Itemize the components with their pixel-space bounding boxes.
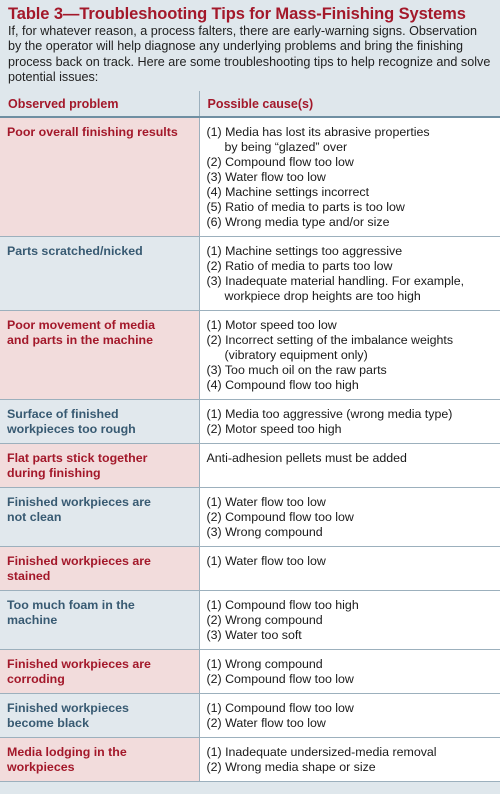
observed-problem-cell	[0, 311, 199, 400]
cause-line: (vibratory equipment only)	[224, 348, 368, 362]
problem-text: Finished workpieces are	[7, 495, 151, 509]
cause-line: (1) Media too aggressive (wrong media type)	[206, 407, 453, 421]
problem-text: Surface of finished	[7, 407, 119, 421]
observed-problem-cell	[0, 237, 199, 311]
cause-line: (3) Too much oil on the raw parts	[206, 363, 387, 377]
cause-line: (4) Machine settings incorrect	[206, 185, 370, 199]
table-row	[0, 591, 500, 650]
possible-causes-cell	[199, 117, 500, 237]
problem-text: Media lodging in the	[7, 745, 127, 759]
possible-causes-cell	[199, 444, 500, 488]
cause-line: (2) Incorrect setting of the imbalance weights	[206, 333, 454, 347]
problem-text: Flat parts stick together	[7, 451, 148, 465]
header-possible-causes: Possible cause(s)	[199, 91, 500, 117]
cause-line: (2) Water flow too low	[206, 716, 326, 730]
header-observed-problem: Observed problem	[0, 91, 199, 117]
table-row	[0, 488, 500, 547]
problem-text: workpieces too rough	[7, 422, 136, 436]
cause-line: (1) Water flow too low	[206, 495, 326, 509]
problem-text: Finished workpieces	[7, 701, 129, 715]
intro-paragraph: If, for whatever reason, a process falters, there are early-warning signs. Observation by the operator will help diagnose any underlying problems and bring the finishing process back on track. Here are some troubleshooting tips to help recognize and solve potential issues:	[8, 24, 491, 85]
observed-problem-cell	[0, 591, 199, 650]
problem-text: Parts scratched/nicked	[7, 244, 143, 258]
table-row	[0, 694, 500, 738]
troubleshooting-table	[0, 91, 500, 782]
cause-line: (2) Compound flow too low	[206, 155, 354, 169]
table-row	[0, 237, 500, 311]
possible-causes-cell	[199, 311, 500, 400]
possible-causes-cell	[199, 547, 500, 591]
cause-line: (3) Wrong compound	[206, 525, 323, 539]
cause-line: (1) Media has lost its abrasive properties	[206, 125, 430, 139]
possible-causes-cell	[199, 237, 500, 311]
cause-line: (1) Compound flow too high	[206, 598, 359, 612]
observed-problem-cell	[0, 694, 199, 738]
cause-line: workpiece drop heights are too high	[224, 289, 421, 303]
table-row	[0, 444, 500, 488]
cause-line: (2) Compound flow too low	[206, 672, 354, 686]
problem-text: workpieces	[7, 760, 75, 774]
problem-text: stained	[7, 569, 51, 583]
problem-text: not clean	[7, 510, 62, 524]
observed-problem-cell	[0, 650, 199, 694]
problem-text: Poor movement of media	[7, 318, 156, 332]
observed-problem-cell	[0, 738, 199, 782]
possible-causes-cell	[199, 738, 500, 782]
table-row	[0, 547, 500, 591]
table-row	[0, 650, 500, 694]
cause-line: (2) Compound flow too low	[206, 510, 354, 524]
cause-line: (2) Wrong media shape or size	[206, 760, 376, 774]
cause-line: (3) Inadequate material handling. For example,	[206, 274, 465, 288]
possible-causes-cell	[199, 694, 500, 738]
problem-text: and parts in the machine	[7, 333, 153, 347]
observed-problem-cell	[0, 547, 199, 591]
cause-line: (1) Motor speed too low	[206, 318, 337, 332]
cause-line: (2) Ratio of media to parts too low	[206, 259, 393, 273]
observed-problem-cell	[0, 444, 199, 488]
table-body	[0, 117, 500, 782]
table-row	[0, 400, 500, 444]
possible-causes-cell	[199, 591, 500, 650]
cause-line: (6) Wrong media type and/or size	[206, 215, 390, 229]
observed-problem-cell	[0, 117, 199, 237]
problem-text: Finished workpieces are	[7, 554, 151, 568]
possible-causes-cell	[199, 488, 500, 547]
possible-causes-cell	[199, 650, 500, 694]
problem-text: become black	[7, 716, 89, 730]
cause-line: (2) Wrong compound	[206, 613, 323, 627]
problem-text: Finished workpieces are	[7, 657, 151, 671]
cause-line: (1) Compound flow too low	[206, 701, 354, 715]
cause-line: (1) Machine settings too aggressive	[206, 244, 403, 258]
table-title: Table 3—Troubleshooting Tips for Mass-Finishing Systems	[8, 5, 466, 23]
table-row	[0, 738, 500, 782]
problem-text: Too much foam in the	[7, 598, 135, 612]
cause-line: (1) Water flow too low	[206, 554, 326, 568]
problem-text: corroding	[7, 672, 65, 686]
table-row	[0, 117, 500, 237]
possible-causes-cell	[199, 400, 500, 444]
problem-text: during finishing	[7, 466, 101, 480]
cause-line: (1) Wrong compound	[206, 657, 323, 671]
cause-line: (4) Compound flow too high	[206, 378, 359, 392]
cause-line: Anti-adhesion pellets must be added	[206, 451, 407, 465]
problem-text: Poor overall finishing results	[7, 125, 178, 139]
cause-line: (3) Water too soft	[206, 628, 302, 642]
table-header-row	[0, 91, 500, 117]
cause-line: (5) Ratio of media to parts is too low	[206, 200, 405, 214]
observed-problem-cell	[0, 400, 199, 444]
cause-line: (1) Inadequate undersized-media removal	[206, 745, 437, 759]
observed-problem-cell	[0, 488, 199, 547]
cause-line: (3) Water flow too low	[206, 170, 326, 184]
cause-line: (2) Motor speed too high	[206, 422, 342, 436]
cause-line: by being “glazed” over	[224, 140, 348, 154]
problem-text: machine	[7, 613, 58, 627]
table-row	[0, 311, 500, 400]
